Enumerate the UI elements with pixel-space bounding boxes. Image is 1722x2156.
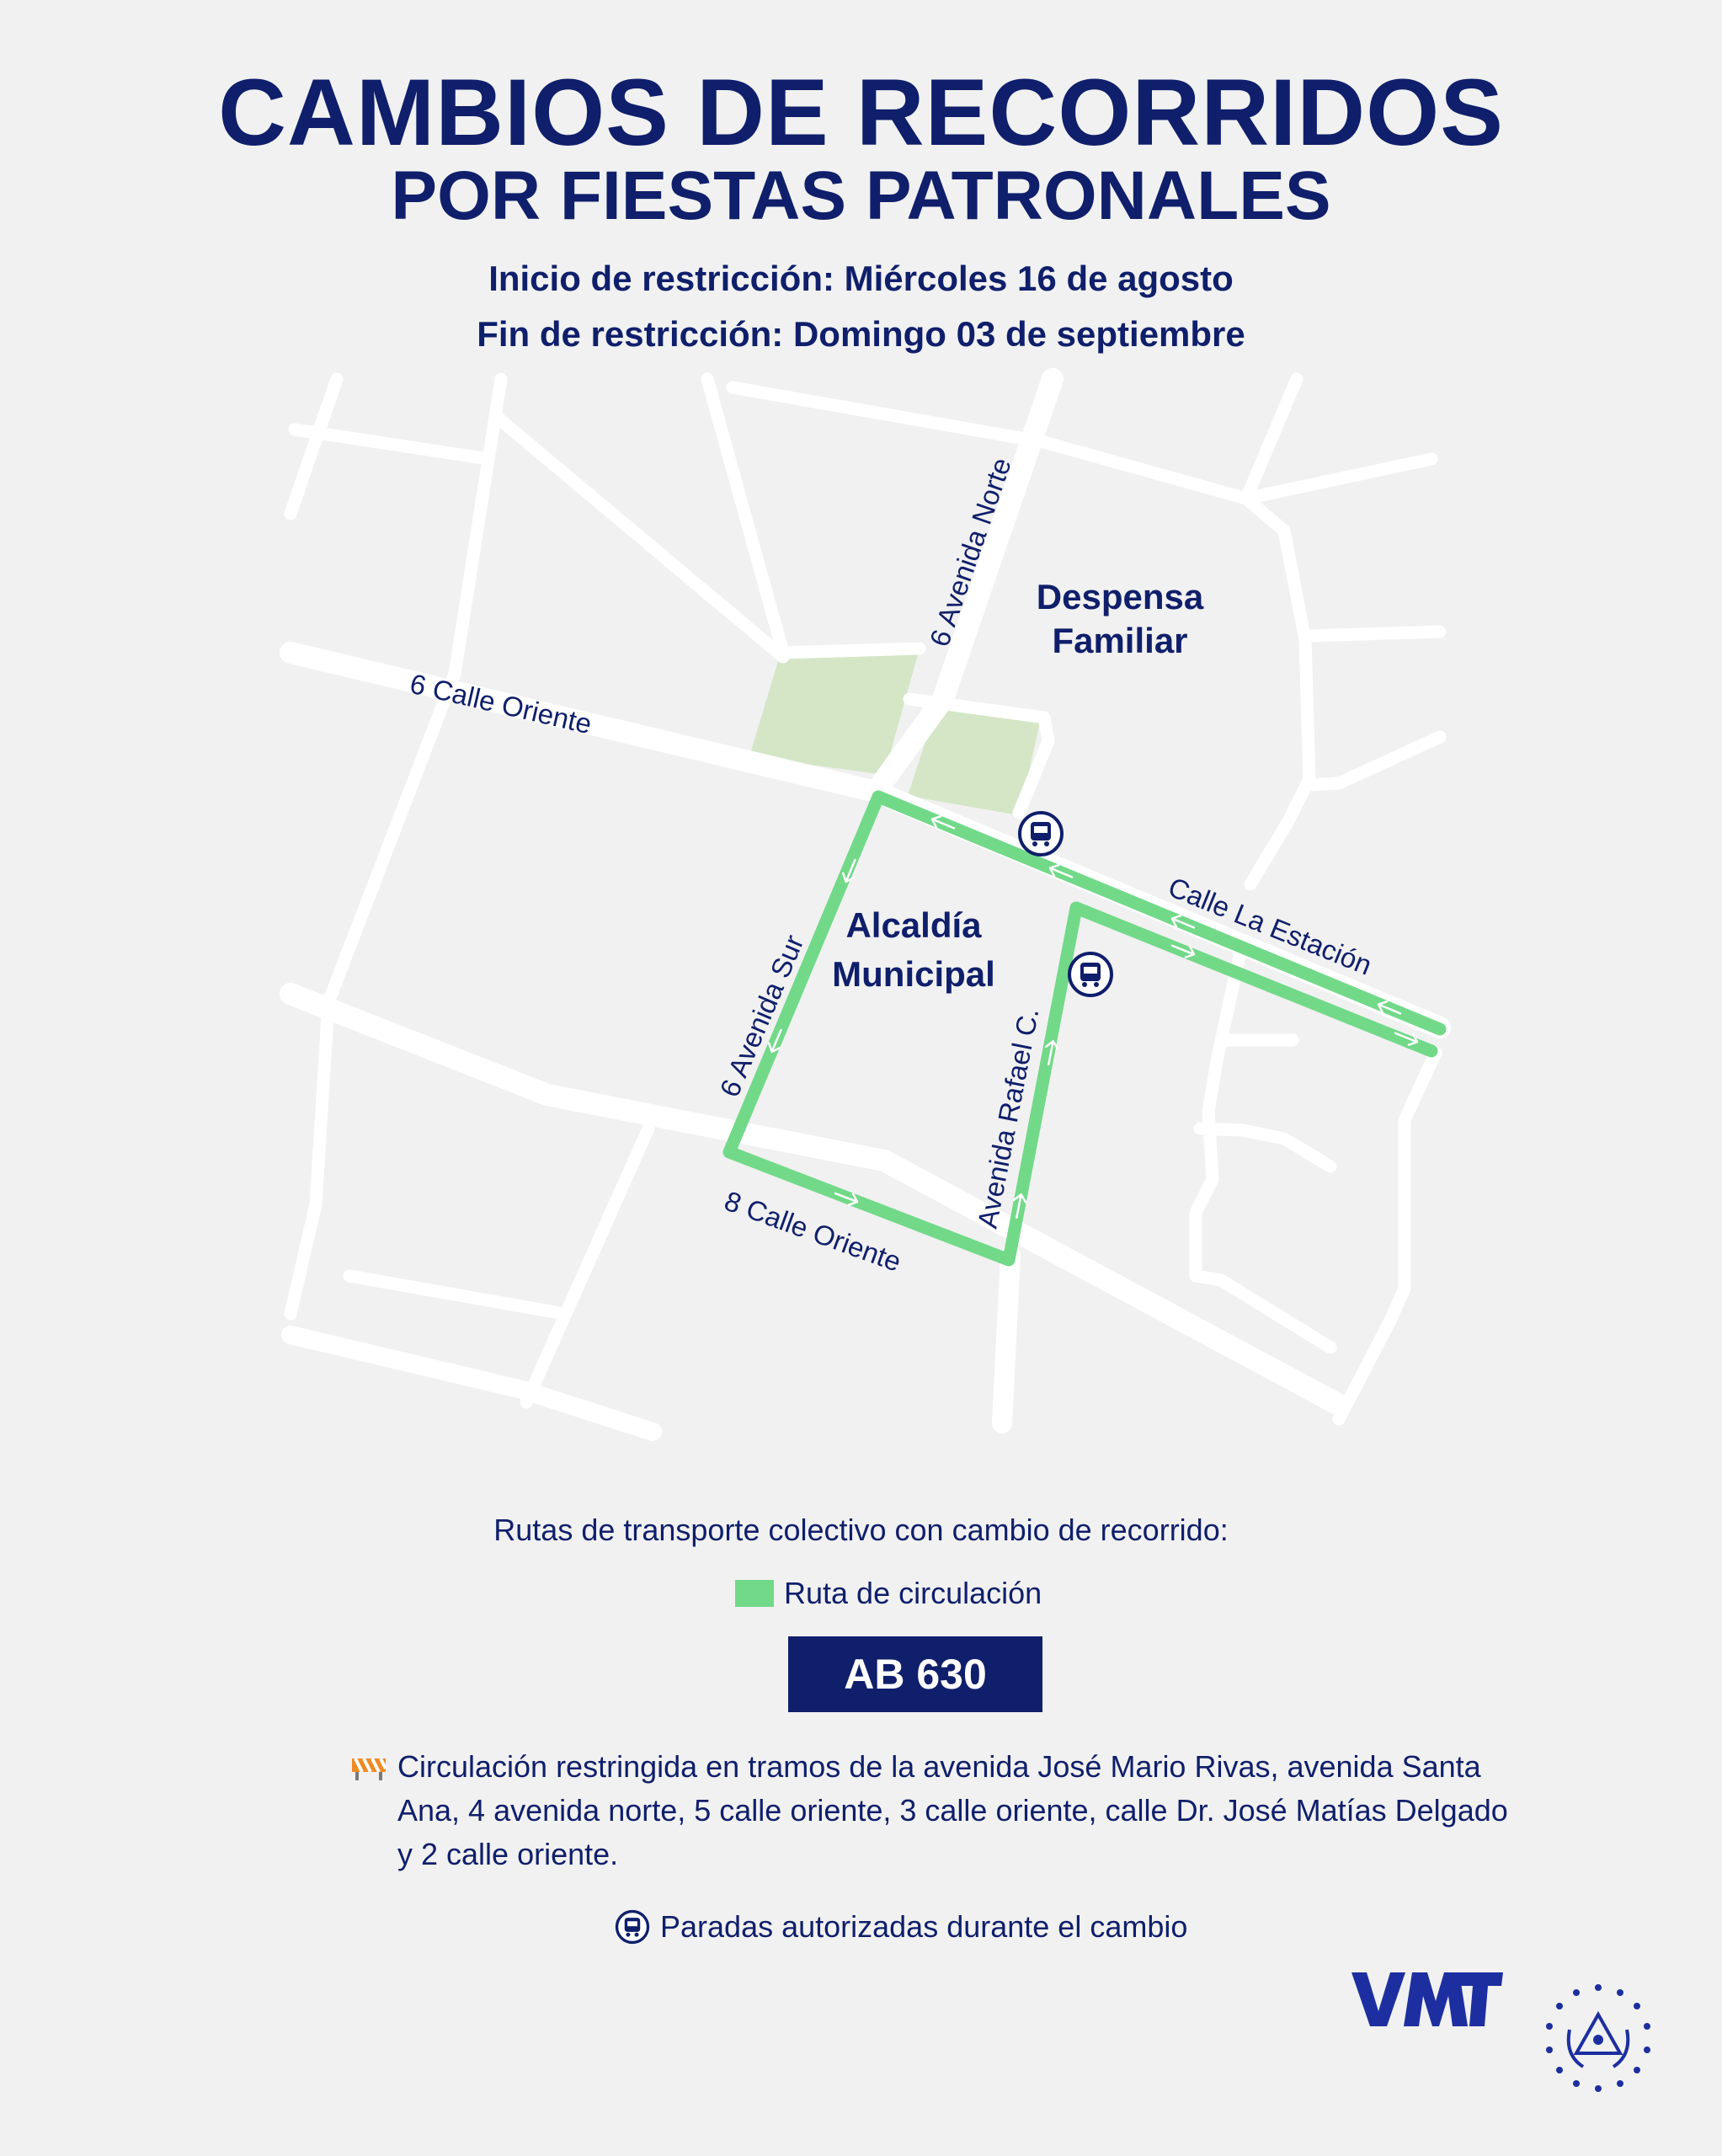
vmt-logo <box>1351 1971 1503 2030</box>
road <box>1339 1053 1436 1419</box>
road <box>733 387 1431 499</box>
legend-route-label: Ruta de circulación <box>784 1576 1042 1610</box>
place-label-alcaldia: Municipal <box>832 954 995 994</box>
street-label-avenida-rafael: Avenida Rafael C. <box>971 1005 1045 1231</box>
restriction-note: Circulación restringida en tramos de la avenida José Mario Rivas, avenida Santa Ana, 4 avenida norte, 5 calle oriente, 3 calle oriente, calle Dr. José Matías Delgado y 2 calle oriente. <box>397 1749 1508 1871</box>
road <box>497 417 783 657</box>
street-label-6-avenida-norte: 6 Avenida Norte <box>923 453 1017 651</box>
page-title: CAMBIOS DE RECORRIDOS <box>218 60 1504 165</box>
road <box>1309 632 1440 636</box>
legend-stops-item <box>615 1907 1187 1947</box>
road <box>291 994 1339 1405</box>
route-code-badge: AB 630 <box>788 1636 1042 1712</box>
restriction-start: Inicio de restricción: Miércoles 16 de agosto <box>488 259 1234 298</box>
road <box>291 379 501 1314</box>
bus-stop-icon <box>1020 813 1062 855</box>
legend-stops-label: Paradas autorizadas durante el cambio <box>660 1909 1188 1944</box>
bus-stop-icon <box>1069 953 1112 995</box>
road <box>291 379 337 514</box>
place-label-despensa: Despensa <box>1036 577 1204 616</box>
street-label-calle-la-estacion: Calle La Estación <box>1164 871 1377 981</box>
street-label-8-calle-oriente: 8 Calle Oriente <box>720 1184 906 1278</box>
route-line <box>729 797 1440 1260</box>
legend-route-item <box>735 1577 1042 1610</box>
route-map <box>0 337 1722 1465</box>
street-label-6-calle-oriente: 6 Calle Oriente <box>407 667 595 740</box>
bus-route-ab630 <box>729 797 1440 1260</box>
road <box>1309 737 1440 785</box>
road <box>291 1335 653 1432</box>
street-label-6-avenida-sur: 6 Avenida Sur <box>713 930 810 1102</box>
road <box>526 1129 648 1402</box>
page-subtitle: POR FIESTAS PATRONALES <box>391 157 1331 234</box>
place-label-despensa: Familiar <box>1052 621 1188 660</box>
road <box>1002 1255 1010 1423</box>
road <box>1246 379 1297 499</box>
legend-title: Rutas de transporte colectivo con cambio de recorrido: <box>493 1513 1229 1547</box>
restriction-end: Fin de restricción: Domingo 03 de septiembre <box>477 314 1245 354</box>
el-salvador-seal-icon <box>1539 1979 1657 2097</box>
road <box>1246 499 1309 884</box>
road-barrier-icon <box>350 1752 387 1782</box>
road <box>1200 1129 1330 1166</box>
place-label-alcaldia: Alcaldía <box>845 905 982 945</box>
bus-stop-icon <box>615 1909 650 1945</box>
road <box>349 1276 564 1314</box>
route-color-swatch <box>735 1580 774 1607</box>
